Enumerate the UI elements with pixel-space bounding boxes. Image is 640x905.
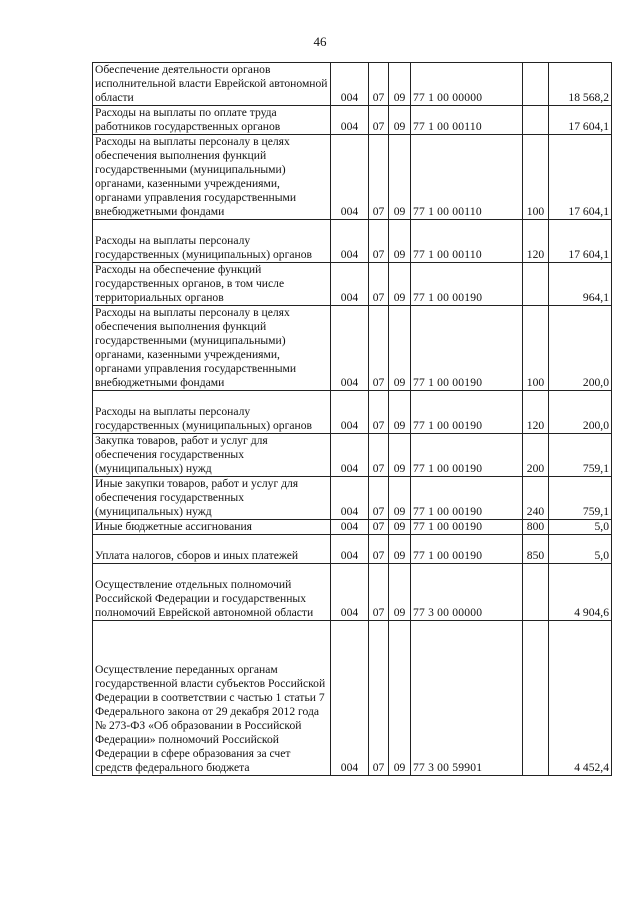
row-expense-type: [523, 263, 549, 306]
table-row: [93, 477, 612, 520]
row-name: Иные бюджетные ассигнования: [93, 520, 331, 535]
table-row: [93, 520, 612, 535]
table-row: [93, 263, 612, 306]
row-section-code: 07: [369, 106, 389, 135]
row-name: Иные закупки товаров, работ и услуг для обеспечения государственных (муниципальных) нужд: [93, 477, 331, 520]
row-subsection-code: 09: [389, 477, 411, 520]
row-subsection-code: 09: [389, 520, 411, 535]
row-ministry-code: 004: [331, 520, 369, 535]
row-ministry-code: 004: [331, 306, 369, 391]
row-amount: 759,1: [549, 477, 612, 520]
row-ministry-code: 004: [331, 135, 369, 220]
table-row: [93, 391, 612, 434]
row-expense-type: 200: [523, 434, 549, 477]
row-target-code: 77 1 00 00190: [411, 535, 523, 564]
row-subsection-code: 09: [389, 220, 411, 263]
row-subsection-code: 09: [389, 135, 411, 220]
row-amount: 17 604,1: [549, 135, 612, 220]
row-ministry-code: 004: [331, 434, 369, 477]
row-subsection-code: 09: [389, 306, 411, 391]
row-target-code: 77 1 00 00110: [411, 220, 523, 263]
row-section-code: 07: [369, 535, 389, 564]
row-section-code: 07: [369, 434, 389, 477]
row-expense-type: 120: [523, 391, 549, 434]
row-subsection-code: 09: [389, 535, 411, 564]
row-expense-type: 240: [523, 477, 549, 520]
row-expense-type: 100: [523, 135, 549, 220]
row-subsection-code: 09: [389, 106, 411, 135]
row-name: Осуществление отдельных полномочий Российской Федерации и государственных полномочий Еврейской автономной области: [93, 564, 331, 621]
row-section-code: 07: [369, 621, 389, 776]
row-expense-type: [523, 564, 549, 621]
row-ministry-code: 004: [331, 621, 369, 776]
row-target-code: 77 1 00 00190: [411, 306, 523, 391]
row-expense-type: [523, 621, 549, 776]
row-amount: 759,1: [549, 434, 612, 477]
row-ministry-code: 004: [331, 535, 369, 564]
row-subsection-code: 09: [389, 621, 411, 776]
row-ministry-code: 004: [331, 220, 369, 263]
row-target-code: 77 3 00 00000: [411, 564, 523, 621]
page-number: 46: [313, 34, 327, 49]
table-row: [93, 621, 612, 776]
row-ministry-code: 004: [331, 63, 369, 106]
row-subsection-code: 09: [389, 564, 411, 621]
row-name: Уплата налогов, сборов и иных платежей: [93, 535, 331, 564]
row-expense-type: 120: [523, 220, 549, 263]
row-amount: 964,1: [549, 263, 612, 306]
row-amount: 4 452,4: [549, 621, 612, 776]
table-row: [93, 135, 612, 220]
row-name: Закупка товаров, работ и услуг для обеспечения государственных (муниципальных) нужд: [93, 434, 331, 477]
row-amount: 200,0: [549, 306, 612, 391]
row-section-code: 07: [369, 220, 389, 263]
table-row: [93, 564, 612, 621]
table-row: [93, 63, 612, 106]
row-subsection-code: 09: [389, 434, 411, 477]
table-row: [93, 220, 612, 263]
row-target-code: 77 1 00 00110: [411, 135, 523, 220]
row-section-code: 07: [369, 391, 389, 434]
row-ministry-code: 004: [331, 106, 369, 135]
table-row: [93, 306, 612, 391]
table-row: [93, 106, 612, 135]
row-name: Расходы на выплаты персоналу государственных (муниципальных) органов: [93, 391, 331, 434]
row-amount: 5,0: [549, 535, 612, 564]
row-amount: 17 604,1: [549, 106, 612, 135]
row-expense-type: 850: [523, 535, 549, 564]
row-section-code: 07: [369, 477, 389, 520]
row-ministry-code: 004: [331, 564, 369, 621]
row-name: Обеспечение деятельности органов исполнительной власти Еврейской автономной области: [93, 63, 331, 106]
row-section-code: 07: [369, 520, 389, 535]
row-amount: 5,0: [549, 520, 612, 535]
row-amount: 4 904,6: [549, 564, 612, 621]
row-ministry-code: 004: [331, 477, 369, 520]
row-target-code: 77 1 00 00110: [411, 106, 523, 135]
row-target-code: 77 1 00 00000: [411, 63, 523, 106]
row-amount: 200,0: [549, 391, 612, 434]
row-target-code: 77 3 00 59901: [411, 621, 523, 776]
row-target-code: 77 1 00 00190: [411, 263, 523, 306]
row-name: Расходы на выплаты персоналу в целях обеспечения выполнения функций государственными (муниципальными) органами, казенными учреждениями, органами управления государственными внебюджетными фондами: [93, 306, 331, 391]
row-expense-type: [523, 63, 549, 106]
row-section-code: 07: [369, 564, 389, 621]
table-row: [93, 535, 612, 564]
row-name: Расходы на обеспечение функций государственных органов, в том числе территориальных органов: [93, 263, 331, 306]
row-section-code: 07: [369, 63, 389, 106]
row-target-code: 77 1 00 00190: [411, 391, 523, 434]
table-row: [93, 434, 612, 477]
row-ministry-code: 004: [331, 263, 369, 306]
row-target-code: 77 1 00 00190: [411, 434, 523, 477]
row-section-code: 07: [369, 263, 389, 306]
row-subsection-code: 09: [389, 63, 411, 106]
row-name: Расходы на выплаты персоналу государственных (муниципальных) органов: [93, 220, 331, 263]
row-name: Расходы на выплаты персоналу в целях обеспечения выполнения функций государственными (муниципальными) органами, казенными учреждениями, органами управления государственными внебюджетными фондами: [93, 135, 331, 220]
row-target-code: 77 1 00 00190: [411, 520, 523, 535]
row-expense-type: 800: [523, 520, 549, 535]
row-target-code: 77 1 00 00190: [411, 477, 523, 520]
row-ministry-code: 004: [331, 391, 369, 434]
row-name: Осуществление переданных органам государственной власти субъектов Российской Федерации в соответствии с частью 1 статьи 7 Федерального закона от 29 декабря 2012 года № 273-ФЗ «Об образовании в Российской Федерации» полномочий Российской Федерации в сфере образования за счет средств федерального бюджета: [93, 621, 331, 776]
row-amount: 17 604,1: [549, 220, 612, 263]
row-name: Расходы на выплаты по оплате труда работников государственных органов: [93, 106, 331, 135]
row-expense-type: 100: [523, 306, 549, 391]
row-section-code: 07: [369, 306, 389, 391]
row-expense-type: [523, 106, 549, 135]
row-section-code: 07: [369, 135, 389, 220]
row-amount: 18 568,2: [549, 63, 612, 106]
budget-table: [92, 62, 612, 776]
row-subsection-code: 09: [389, 263, 411, 306]
row-subsection-code: 09: [389, 391, 411, 434]
